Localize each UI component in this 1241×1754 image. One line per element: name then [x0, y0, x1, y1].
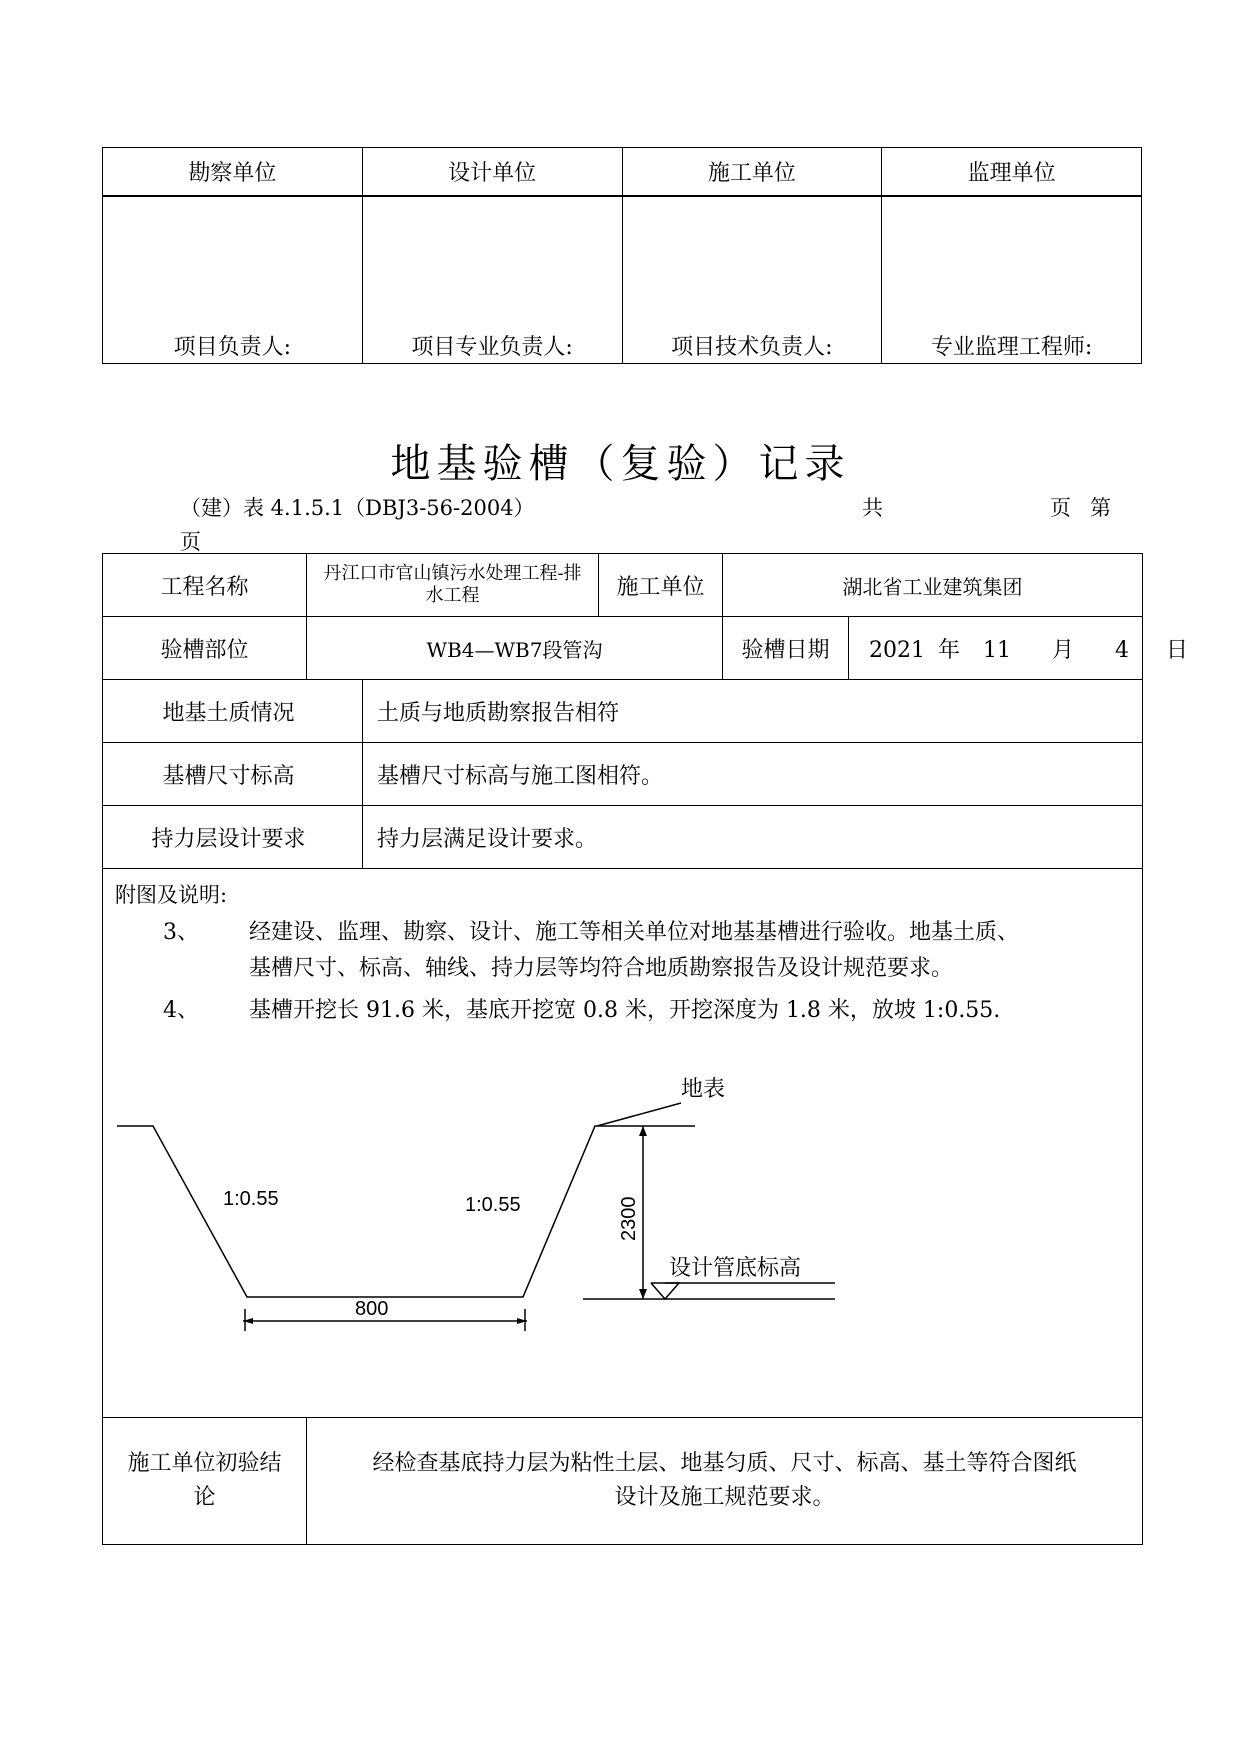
project-name-value: 丹江口市官山镇污水处理工程-排水工程: [307, 554, 599, 617]
signature-table: [102, 147, 1142, 364]
date-label: 验槽日期: [723, 617, 849, 680]
form-reference: （建）表 4.1.5.1（DBJ3-56-2004）: [180, 496, 535, 520]
date-day-unit: 日: [1166, 637, 1189, 663]
soil-label: 地基土质情况: [103, 680, 363, 743]
signer-project-leader: 项目负责人:: [103, 196, 363, 364]
notes-cell: [103, 869, 1143, 1418]
signer-technical-leader: 项目技术负责人:: [622, 196, 882, 364]
conclusion-label: [103, 1418, 307, 1545]
page-number-label: 第: [1090, 496, 1111, 520]
ground-label: 地表: [681, 1076, 726, 1101]
right-slope-label: 1:0.55: [465, 1194, 521, 1216]
header-supervision-unit: 监理单位: [882, 148, 1142, 197]
note-3-line2: 基槽尺寸、标高、轴线、持力层等均符合地质勘察报告及设计规范要求。: [249, 956, 954, 981]
record-table: [102, 553, 1189, 1545]
note-4-line1: 基槽开挖长 91.6 米，基底开挖宽 0.8 米，开挖深度为 1.8 米，放坡 1:0.55.: [249, 998, 1001, 1023]
bearing-label: 持力层设计要求: [103, 806, 363, 869]
date-year-unit: 年: [938, 637, 961, 663]
header-survey-unit: 勘察单位: [103, 148, 363, 197]
location-value: WB4—WB7段管沟: [307, 617, 723, 680]
header-construction-unit: 施工单位: [622, 148, 882, 197]
date-day: 4: [1115, 637, 1130, 663]
size-label: 基槽尺寸标高: [103, 743, 363, 806]
page-title: 地基验槽（复验）记录: [390, 441, 851, 487]
bottom-width-label: 800: [355, 1298, 389, 1320]
contractor-label: 施工单位: [599, 554, 723, 617]
note-3-line1: 经建设、监理、勘察、设计、施工等相关单位对地基基槽进行验收。地基土质、: [249, 920, 1020, 945]
notes-heading: 附图及说明:: [115, 883, 228, 907]
date-month-unit: 月: [1052, 637, 1075, 663]
pipe-bottom-label: 设计管底标高: [669, 1255, 802, 1280]
date-month: 11: [983, 637, 1012, 663]
conclusion-label-text: 施工单位初验结论: [127, 1451, 282, 1510]
conclusion-line1: 经检查基底持力层为粘性土层、地基匀质、尺寸、标高、基土等符合图纸: [372, 1451, 1077, 1476]
soil-value: 土质与地质勘察报告相符: [363, 680, 1143, 743]
location-label: 验槽部位: [103, 617, 307, 680]
page-total-label: 共: [862, 496, 883, 520]
depth-label: 2300: [618, 1196, 640, 1241]
conclusion-line2: 设计及施工规范要求。: [614, 1485, 835, 1510]
conclusion-text: [307, 1418, 1143, 1545]
left-slope-label: 1:0.55: [223, 1188, 279, 1210]
signer-supervision-engineer: 专业监理工程师:: [882, 196, 1142, 364]
page-number-suffix: 页: [180, 530, 201, 554]
size-value: 基槽尺寸标高与施工图相符。: [363, 743, 1143, 806]
project-name-label: 工程名称: [103, 554, 307, 617]
date-value: [849, 617, 1189, 680]
signer-project-specialist: 项目专业负责人:: [362, 196, 622, 364]
bearing-value: 持力层满足设计要求。: [363, 806, 1143, 869]
date-year: 2021: [869, 637, 925, 663]
page-unit-label: 页: [1050, 496, 1071, 520]
trench-diagram: [103, 869, 1143, 1417]
note-4-number: 4、: [163, 998, 199, 1023]
header-design-unit: 设计单位: [362, 148, 622, 197]
contractor-value: 湖北省工业建筑集团: [723, 554, 1143, 617]
note-3-number: 3、: [163, 920, 199, 945]
